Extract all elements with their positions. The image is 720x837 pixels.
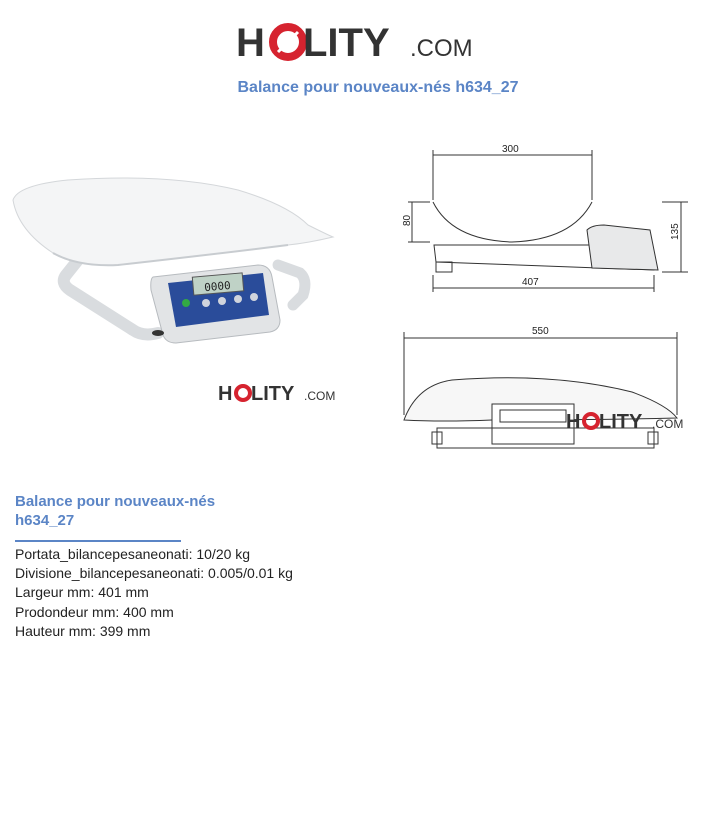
key-1-icon bbox=[202, 299, 210, 307]
indicator-panel bbox=[151, 265, 280, 343]
heading-divider bbox=[15, 540, 181, 542]
front-view-drawing bbox=[392, 320, 692, 460]
logo-word-lity: LITY bbox=[303, 21, 390, 64]
photo-logo-word: LITY bbox=[251, 383, 295, 405]
spec-value: 399 mm bbox=[99, 622, 151, 639]
spec-row bbox=[15, 545, 293, 564]
spec-row bbox=[15, 622, 293, 641]
photo-logo-letter: H bbox=[218, 383, 233, 405]
drawing-logo-ring-icon bbox=[584, 414, 598, 428]
product-photo bbox=[8, 165, 338, 350]
side-view-drawing bbox=[392, 140, 692, 300]
spec-row bbox=[15, 583, 293, 602]
key-4-icon bbox=[250, 293, 258, 301]
spec-label: Largeur mm: bbox=[15, 584, 99, 601]
spec-label: Portata_bilancepesaneonati: bbox=[15, 546, 197, 562]
drawing-watermark-logo bbox=[566, 408, 684, 434]
key-3-icon bbox=[234, 295, 242, 303]
dim-total-height-label: 135 bbox=[670, 223, 681, 240]
power-button-icon bbox=[182, 299, 190, 307]
spec-value: 0.005/0.01 kg bbox=[208, 565, 293, 582]
photo-logo-suffix: .COM bbox=[304, 389, 336, 403]
product-heading-line2: h634_27 bbox=[15, 512, 75, 529]
drawing-logo-word: LITY bbox=[599, 411, 643, 433]
logo-suffix: .COM bbox=[410, 35, 473, 62]
weight-display: 0000 bbox=[203, 278, 232, 295]
holity-logo[interactable] bbox=[236, 20, 486, 64]
photo-logo-ring-icon bbox=[236, 386, 250, 400]
dim-base-label: 407 bbox=[522, 277, 539, 288]
spec-value: 400 mm bbox=[123, 603, 174, 620]
spec-value: 10/20 kg bbox=[196, 546, 251, 562]
page-title: Balance pour nouveaux-nés h634_27 bbox=[237, 79, 519, 96]
spec-row bbox=[15, 564, 293, 583]
dim-length-label: 550 bbox=[532, 326, 549, 337]
drawing-logo-letter: H bbox=[566, 411, 581, 433]
product-heading bbox=[15, 492, 255, 530]
spec-row bbox=[15, 603, 293, 622]
spec-label: Divisione_bilancepesaneonati: bbox=[15, 565, 209, 582]
spec-list bbox=[15, 545, 293, 641]
photo-watermark-logo bbox=[218, 380, 336, 406]
dim-bowl-height-label: 80 bbox=[402, 214, 413, 226]
logo-ring-icon bbox=[273, 27, 303, 57]
spec-label: Hauteur mm: bbox=[15, 622, 100, 639]
logo-letter-h: H bbox=[236, 21, 265, 64]
spec-label: Prodondeur mm: bbox=[15, 603, 124, 620]
product-heading-line1: Balance pour nouveaux-nés bbox=[15, 493, 216, 510]
dim-width-label: 300 bbox=[502, 144, 519, 155]
drawing-logo-suffix: .COM bbox=[652, 417, 684, 431]
key-2-icon bbox=[218, 297, 226, 305]
spec-value: 401 mm bbox=[98, 584, 149, 601]
